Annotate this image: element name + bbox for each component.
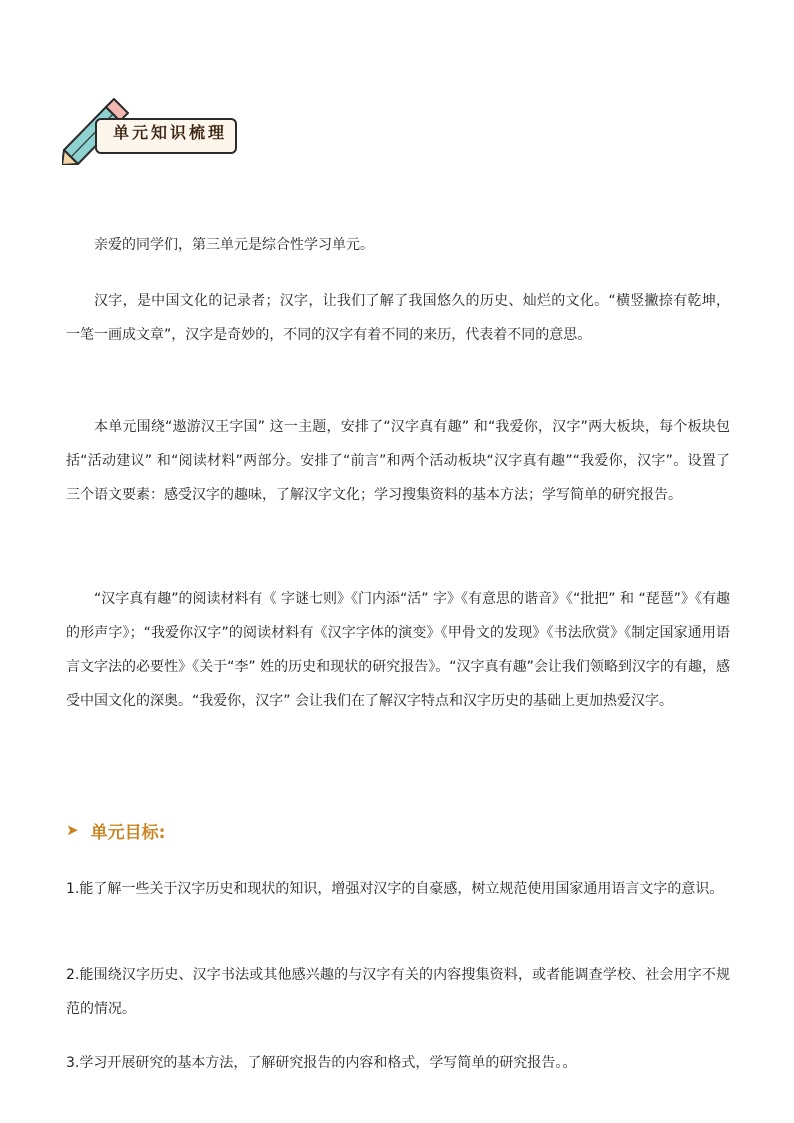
goal-item-1: 1.能了解一些关于汉字历史和现状的知识，增强对汉字的自豪感，树立规范使用国家通用语言文字的意识。 <box>66 881 724 897</box>
intro-paragraph-3: “汉字真有趣”的阅读材料有《 字谜七则》《门内添“活” 字》《有意思的谐音》《“批把” 和 “琵琶”》《有趣的形声字》；“我爱你汉字”的阅读材料有《汉字字体的演变》《甲骨文的发现》《书法欣赏》《制定国家通用语言文字法的必要性》《关于“李” 姓的历史和现状的研究报告》。“汉字真有趣”会让我们领略到汉字的有趣，感受中国文化的深奥。“我爱你，汉字” 会让我们在了解汉字特点和汉字历史的基础上更加热爱汉字。 <box>66 591 730 709</box>
intro-paragraph-2: 本单元围绕“遨游汉王字国” 这一主题，安排了“汉字真有趣” 和“我爱你，汉字”两大板块，每个板块包括“活动建议” 和“阅读材料”两部分。安排了“前言”和两个活动板块“汉字真有趣”“我爱你，汉字”。设置了三个语文要素：感受汉字的趣味，了解汉字文化；学习搜集资料的基本方法；学写简单的研究报告。 <box>66 419 730 503</box>
goals-heading-label: 单元目标: <box>90 822 166 843</box>
intro-paragraph-1: 汉字，是中国文化的记录者；汉字，让我们了解了我国悠久的历史、灿烂的文化。“横竖撇捺有乾坤，一笔一画成文章”，汉字是奇妙的，不同的汉字有着不同的来历，代表着不同的意思。 <box>66 293 730 343</box>
goal-item-3: 3.学习开展研究的基本方法，了解研究报告的内容和格式，学写简单的研究报告。。 <box>66 1055 577 1071</box>
section-title: 单元知识梳理 <box>113 123 228 142</box>
chevron-right-icon: ➤ <box>66 821 79 839</box>
greeting-text: 亲爱的同学们，第三单元是综合性学习单元。 <box>94 237 374 253</box>
goals-heading <box>66 815 165 845</box>
goal-item-2: 2.能围绕汉字历史、汉字书法或其他感兴趣的与汉字有关的内容搜集资料，或者能调查学校、社会用字不规范的情况。 <box>66 967 730 1017</box>
